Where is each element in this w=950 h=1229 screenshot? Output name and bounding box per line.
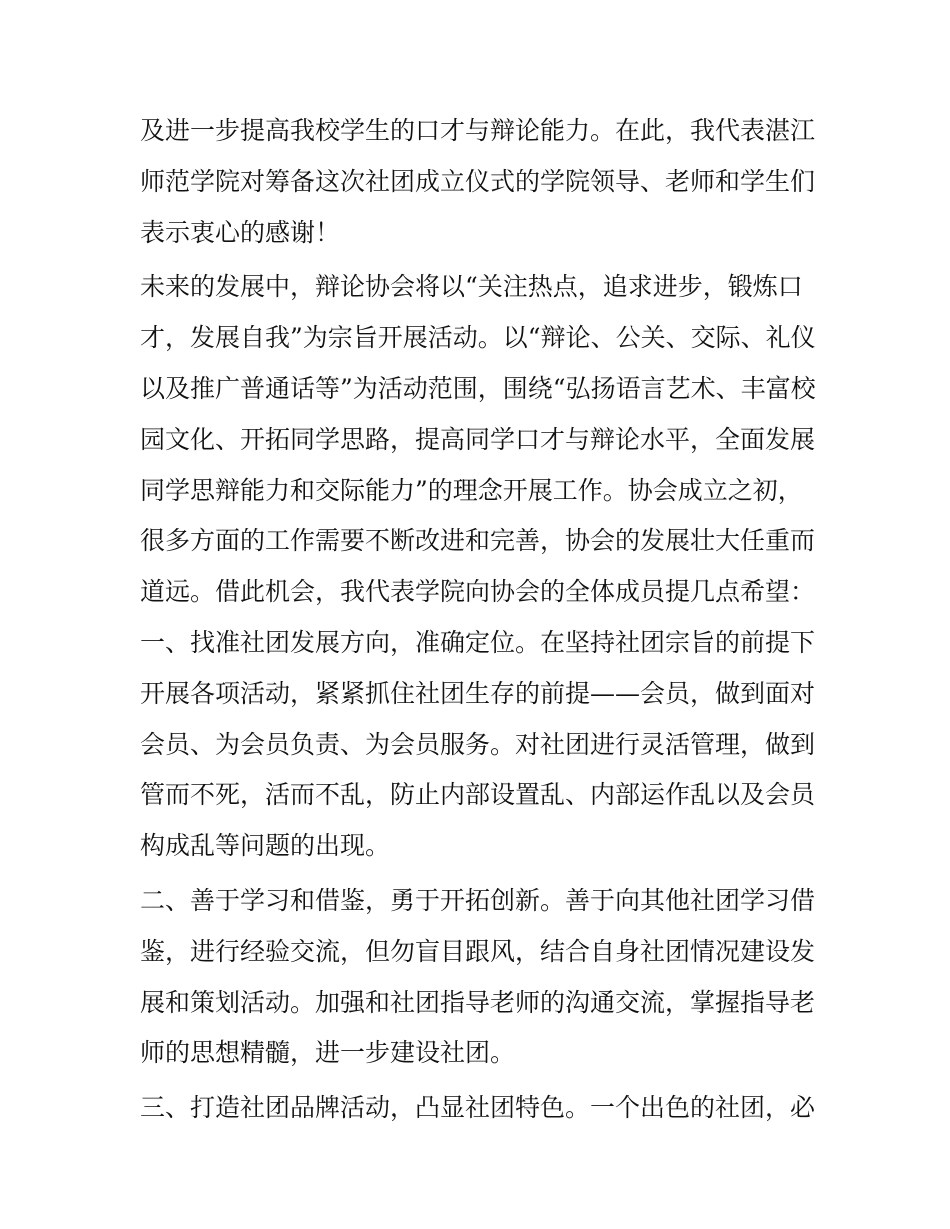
text-line: 以及推广普通话等”为活动范围，围绕“弘扬语言艺术、丰富校 — [140, 373, 816, 403]
text-line: 二、善于学习和借鉴，勇于开拓创新。善于向其他社团学习借 — [140, 885, 816, 915]
text-line: 展和策划活动。加强和社团指导老师的沟通交流，掌握指导老 — [140, 987, 816, 1017]
paragraph — [140, 1083, 820, 1134]
paragraph — [140, 262, 820, 618]
text-line: 会员、为会员负责、为会员服务。对社团进行灵活管理，做到 — [140, 729, 816, 759]
text-line: 很多方面的工作需要不断改进和完善，协会的发展壮大任重而 — [140, 526, 816, 556]
paragraph — [140, 106, 820, 258]
paragraph — [140, 876, 820, 1079]
text-line: 一、找准社团发展方向，准确定位。在坚持社团宗旨的前提下 — [140, 627, 816, 657]
text-line: 道远。借此机会，我代表学院向协会的全体成员提几点希望： — [140, 577, 816, 607]
text-line: 师范学院对筹备这次社团成立仪式的学院领导、老师和学生们 — [140, 166, 816, 196]
text-line: 表示衷心的感谢！ — [140, 217, 341, 247]
text-line: 同学思辩能力和交际能力”的理念开展工作。协会成立之初， — [140, 475, 803, 505]
text-line: 鉴，进行经验交流，但勿盲目跟风，结合自身社团情况建设发 — [140, 936, 816, 966]
text-line: 未来的发展中，辩论协会将以“关注热点，追求进步，锻炼口 — [140, 272, 803, 302]
text-line: 师的思想精髓，进一步建设社团。 — [140, 1038, 516, 1068]
text-line: 及进一步提高我校学生的口才与辩论能力。在此，我代表湛江 — [140, 116, 816, 145]
paragraph — [140, 618, 820, 872]
document-body — [140, 106, 820, 1134]
text-line: 园文化、开拓同学思路，提高同学口才与辩论水平，全面发展 — [140, 424, 816, 454]
text-line: 管而不死，活而不乱，防止内部设置乱、内部运作乱以及会员 — [140, 780, 816, 810]
text-line: 三、打造社团品牌活动，凸显社团特色。一个出色的社团，必 — [140, 1093, 816, 1123]
text-line: 才，发展自我”为宗旨开展活动。以“辩论、公关、交际、礼仪 — [140, 323, 816, 353]
text-line: 开展各项活动，紧紧抓住社团生存的前提——会员，做到面对 — [140, 678, 816, 708]
text-line: 构成乱等问题的出现。 — [140, 831, 391, 861]
